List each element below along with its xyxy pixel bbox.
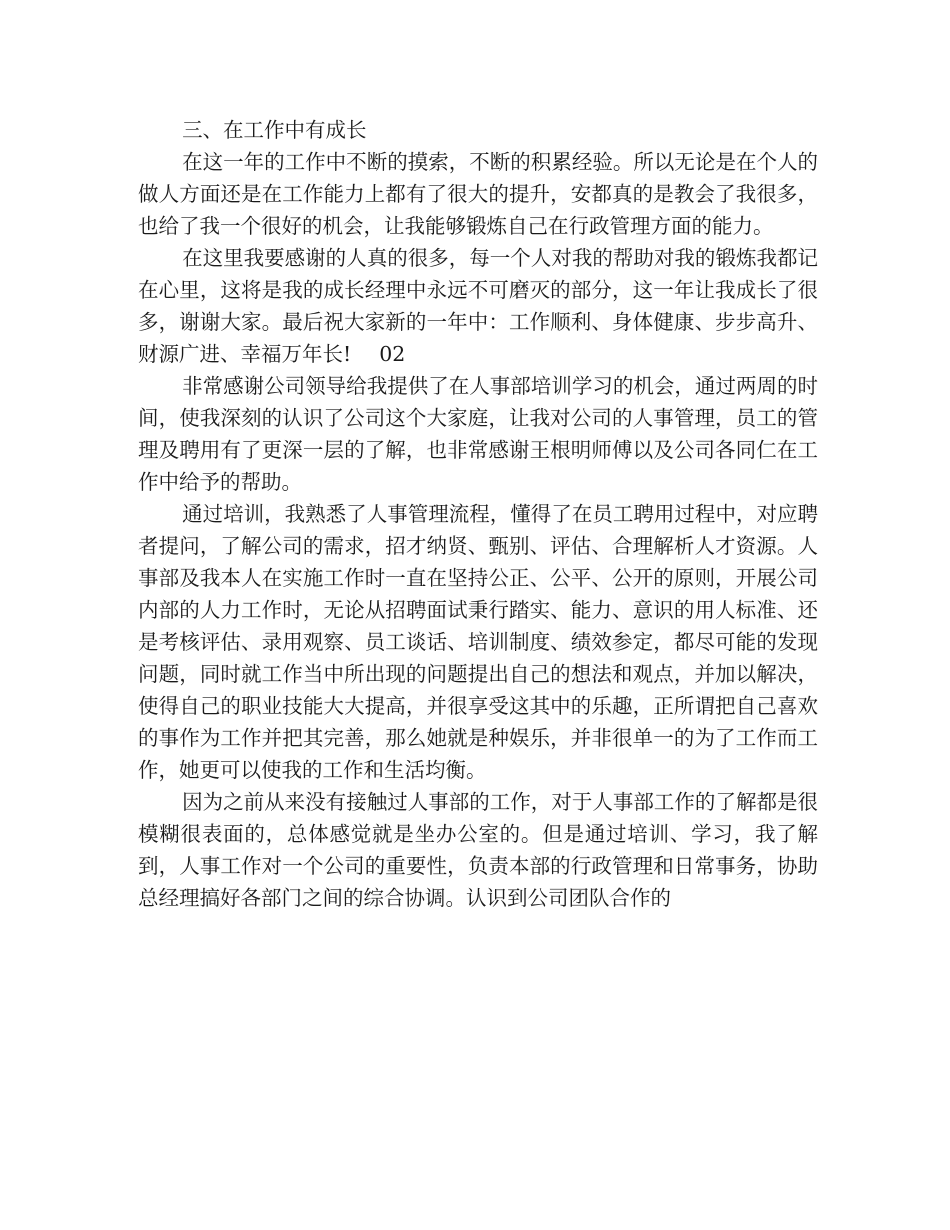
paragraph-hr-understanding: 因为之前从来没有接触过人事部的工作，对于人事部工作的了解都是很模糊很表面的，总体感觉就是坐办公室的。但是通过培训、学习，我了解到，人事工作对一个公司的重要性，负责本部的行政管理和日常事务，协助总经理搞好各部门之间的综合协调。认识到公司团队合作的 <box>138 790 818 910</box>
section-number: 02 <box>379 342 406 366</box>
paragraph-training-thanks: 非常感谢公司领导给我提供了在人事部培训学习的机会，通过两周的时间，使我深刻的认识了公司这个大家庭，让我对公司的人事管理，员工的管理及聘用有了更深一层的了解，也非常感谢王根明师傅以及公司各同仁在工作中给予的帮助。 <box>138 374 818 494</box>
paragraph-growth: 在这一年的工作中不断的摸索，不断的积累经验。所以无论是在个人的做人方面还是在工作能力上都有了很大的提升，安都真的是教会了我很多，也给了我一个很好的机会，让我能够锻炼自己在行政管理方面的能力。 <box>138 150 818 238</box>
paragraph-thanks-text: 在这里我要感谢的人真的很多，每一个人对我的帮助对我的锻炼我都记在心里，这将是我的成长经理中永远不可磨灭的部分，这一年让我成长了很多，谢谢大家。最后祝大家新的一年中：工作顺利、身体健康、步步高升、财源广进、幸福万年长! <box>138 246 818 366</box>
section-heading: 三、在工作中有成长 <box>182 118 367 142</box>
document-body <box>138 114 818 914</box>
paragraph-training-process: 通过培训，我熟悉了人事管理流程，懂得了在员工聘用过程中，对应聘者提问，了解公司的需求，招才纳贤、甄别、评估、合理解析人才资源。人事部及我本人在实施工作时一直在坚持公正、公平、公开的原则，开展公司内部的人力工作时，无论从招聘面试秉行踏实、能力、意识的用人标准、还是考核评估、录用观察、员工谈话、培训制度、绩效参定，都尽可能的发现问题，同时就工作当中所出现的问题提出自己的想法和观点，并加以解决，使得自己的职业技能大大提高，并很享受这其中的乐趣，正所谓把自己喜欢的事作为工作并把其完善，那么她就是种娱乐，并非很单一的为了工作而工作，她更可以使我的工作和生活均衡。 <box>138 502 818 782</box>
paragraph-thanks <box>138 242 818 370</box>
